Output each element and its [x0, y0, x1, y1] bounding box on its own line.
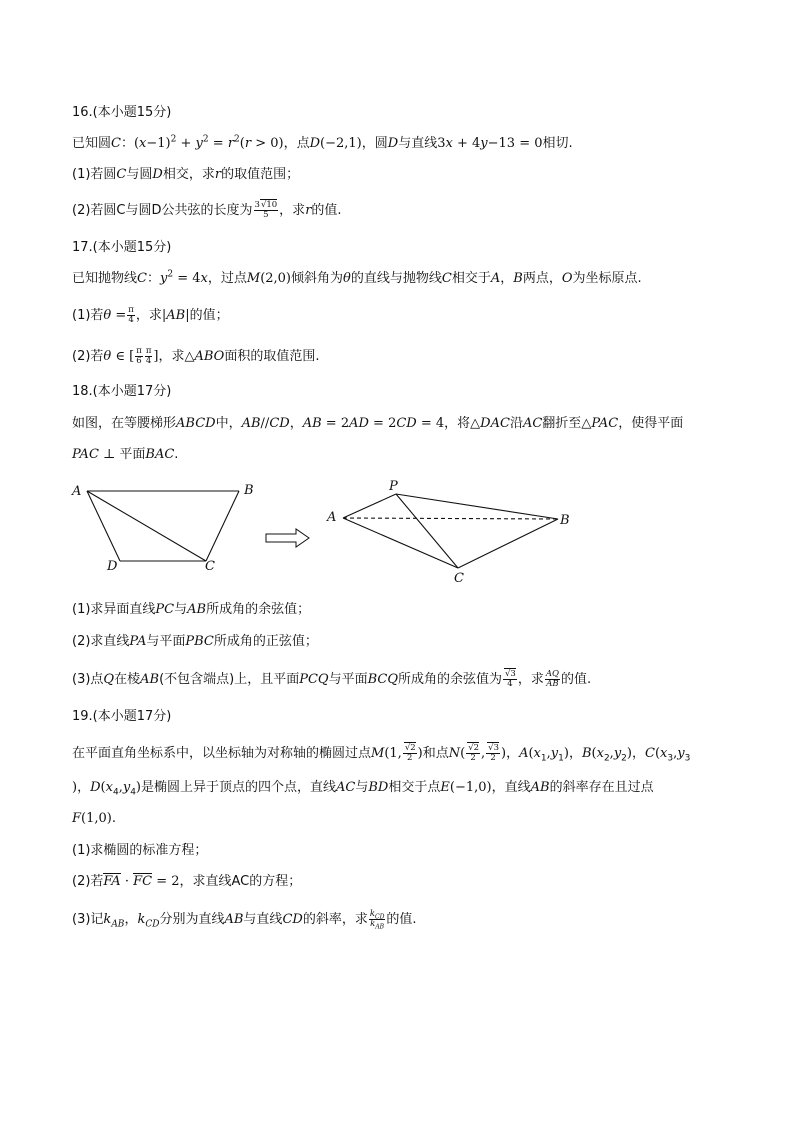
- label-c-right: C: [454, 571, 464, 586]
- label-d: D: [107, 559, 118, 574]
- q19-header: 19.(本小题17分): [72, 709, 172, 724]
- arrow-icon: [266, 529, 309, 547]
- q16-part2: (2)若圆C与圆D公共弦的长度为 $\frac{3√10}{5}$ ，求r的值.: [72, 200, 342, 220]
- label-a-right: A: [327, 510, 337, 525]
- q18-part2: (2)求直线PA与平面PBC所成角的正弦值；: [72, 634, 318, 649]
- q18-stem-line2: PAC ⊥ 平面BAC.: [72, 447, 179, 462]
- q18-figure: [64, 474, 584, 586]
- q18-header: 18.(本小题17分): [72, 384, 172, 399]
- label-c-left: C: [205, 559, 215, 574]
- q19-line2: )，$D(x_4,y_4)$是椭圆上异于顶点的四个点，直线AC与BD相交于点E(−1,0)，直线AB的斜率存在且过点: [72, 780, 654, 798]
- q17-part1: (1)若θ = $\frac{\pi}{4}$ ，求|AB|的值；: [72, 305, 229, 325]
- q18-part3: (3)点Q在棱AB(不包含端点)上，且平面PCQ与平面BCQ所成角的余弦值为 $\frac{√3}{4}$ ，求 $\frac{AQ}{AB}$ 的值.: [72, 669, 592, 689]
- q18-stem-line1: 如图，在等腰梯形ABCD中，AB//CD，AB = 2AD = 2CD = 4，将△DAC沿AC翻折至△PAC，使得平面: [72, 416, 684, 431]
- q19-part3: (3)记$k_{AB}$，$k_{CD}$分别为直线AB与直线CD的斜率，求 $\frac{k_{CD}}{k_{AB}}$ 的值.: [72, 909, 417, 931]
- q19-part1: (1)求椭圆的标准方程；: [72, 843, 208, 858]
- q19-line1: 在平面直角坐标系中，以坐标轴为对称轴的椭圆过点M(1, $\frac{√2}{2}$ )和点N( $\frac{√2}{2}$ , $\frac{√3}{2}$ )，$A(x_1,y_1)$，$B(x_2,y_2)$，$C(x_3,y_3$: [72, 743, 691, 764]
- q17-header: 17.(本小题15分): [72, 240, 172, 255]
- label-a-left: A: [72, 484, 82, 499]
- label-b-right: B: [560, 513, 570, 528]
- q19-part2: (2)若FA · FC = 2，求直线AC的方程；: [72, 874, 302, 889]
- trapezoid-abcd: [87, 491, 239, 561]
- q17-part2: (2)若θ ∈ [ $\frac{\pi}{6}$ $\frac{\pi}{4}$ ]，求△ABO面积的取值范围.: [72, 346, 320, 366]
- label-b-left: B: [244, 483, 254, 498]
- q16-header: 16.(本小题15分): [72, 105, 172, 120]
- q16-part1: (1)若圆C与圆D相交，求r的取值范围；: [72, 167, 300, 182]
- q17-stem: 已知抛物线C：$y^2 = 4x$，过点M(2,0)倾斜角为θ的直线与抛物线C相交于A，B两点，O为坐标原点.: [72, 269, 642, 286]
- folded-tetrahedron: [343, 494, 558, 568]
- q18-part1: (1)求异面直线PC与AB所成角的余弦值；: [72, 602, 311, 617]
- q16-stem: 已知圆C：$(x-1)^2 + y^2 = r^2(r > 0)$，点D(−2,1)，圆D与直线3x + 4y−13 = 0相切.: [72, 134, 573, 151]
- label-p: P: [389, 479, 398, 494]
- q19-line3: F(1,0).: [72, 811, 116, 826]
